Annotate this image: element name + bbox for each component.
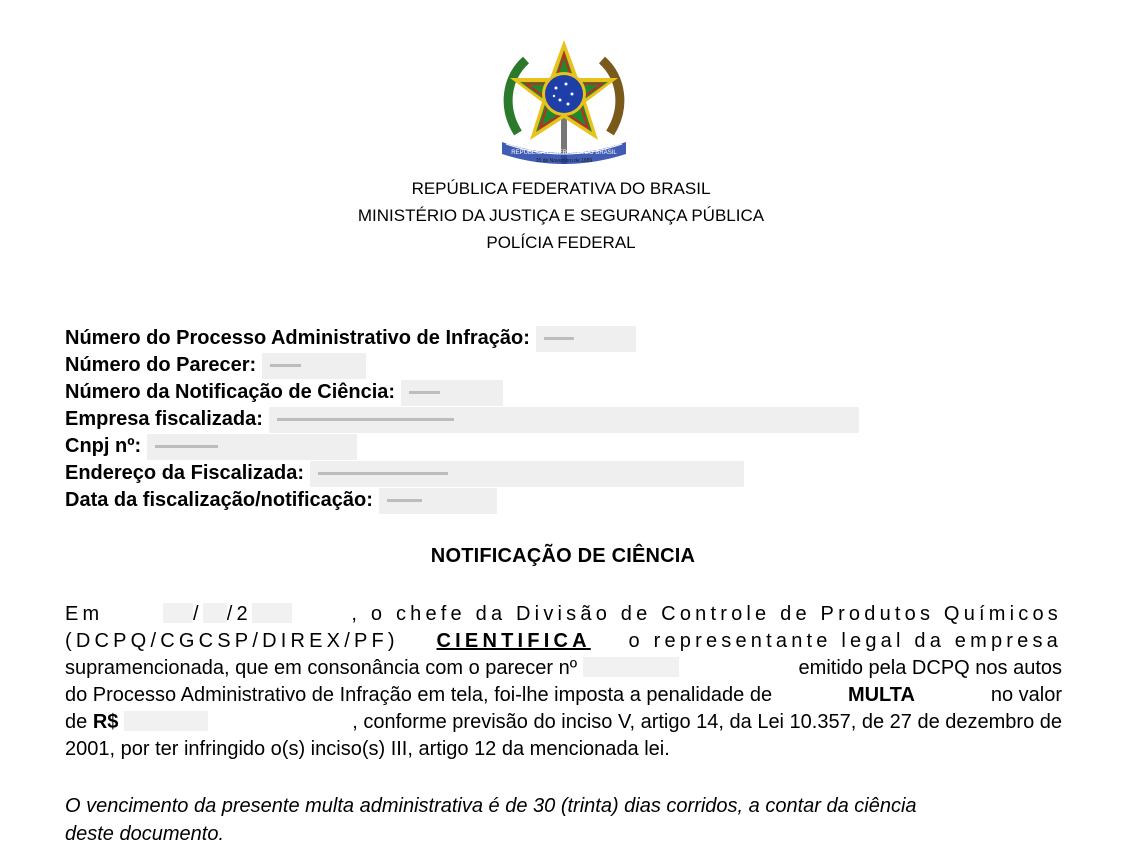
- paragraph-line: [65, 628, 1062, 655]
- text-segment: O vencimento da presente multa administrativa é de 30 (trinta) dias corridos, a contar da ciência: [65, 795, 917, 817]
- redacted-value: [269, 407, 859, 433]
- redacted-value: [203, 603, 227, 623]
- redacted-value: [124, 711, 208, 731]
- header-ministry: MINISTÉRIO DA JUSTIÇA E SEGURANÇA PÚBLICA: [357, 206, 765, 225]
- notification-paragraph: [65, 601, 1062, 763]
- text-segment: de R$: [65, 709, 208, 736]
- cientifica-emphasis: CIENTIFICA: [436, 630, 591, 652]
- svg-text:15 de Novembro de 1889: 15 de Novembro de 1889: [535, 158, 593, 164]
- redacted-value: [401, 380, 503, 406]
- redacted-value: [379, 488, 497, 514]
- field-label: Cnpj nº:: [65, 435, 142, 457]
- note-line: [65, 792, 1062, 820]
- field-label: Endereço da Fiscalizada:: [65, 462, 304, 484]
- redacted-value: [147, 434, 357, 460]
- paragraph-line: [65, 736, 1062, 763]
- text-segment: supramencionada, que em consonância com o parecer nº: [65, 655, 679, 682]
- document-header: [0, 175, 1122, 256]
- field-notification-number: [65, 379, 859, 406]
- redacted-value: [262, 353, 366, 379]
- text-segment: /: [192, 603, 203, 625]
- text-segment: /2: [226, 603, 252, 625]
- currency-emphasis: R$: [92, 711, 119, 733]
- text-segment: , conforme previsão do inciso V, artigo 14, da Lei 10.357, de 27 de dezembro de: [352, 711, 1062, 733]
- redacted-value: [163, 603, 193, 623]
- field-address: [65, 460, 859, 487]
- note-line: [65, 820, 1062, 848]
- redacted-value: [583, 657, 679, 677]
- field-label: Número do Processo Administrativo de Infração:: [65, 327, 530, 349]
- field-label: Empresa fiscalizada:: [65, 408, 263, 430]
- coat-of-arms-of-brazil-icon: [496, 38, 632, 166]
- paragraph-line: [65, 655, 1062, 682]
- text-segment: (DCPQ/CGCSP/DIREX/PF): [65, 630, 399, 652]
- date-segment: [163, 601, 292, 628]
- text-segment: o representante legal da empresa: [628, 630, 1062, 652]
- paragraph-line: [65, 682, 1062, 709]
- redacted-value: [536, 326, 636, 352]
- header-republic: REPÚBLICA FEDERATIVA DO BRASIL: [411, 179, 711, 198]
- document-title: NOTIFICAÇÃO DE CIÊNCIA: [430, 545, 696, 567]
- header-police: POLÍCIA FEDERAL: [486, 233, 636, 252]
- field-cnpj: [65, 433, 859, 460]
- field-parecer-number: [65, 352, 859, 379]
- field-label: Data da fiscalização/notificação:: [65, 489, 373, 511]
- due-date-note: [65, 792, 1062, 848]
- text-segment: emitido pela DCPQ nos autos: [798, 657, 1062, 679]
- text-segment: Em: [65, 603, 104, 625]
- text-segment: do Processo Administrativo de Infração em tela, foi-lhe imposta a penalidade de: [65, 684, 773, 706]
- multa-emphasis: MULTA: [847, 684, 915, 706]
- svg-text:REPUBLICA FEDERATIVA DO BRASIL: REPUBLICA FEDERATIVA DO BRASIL: [511, 150, 617, 156]
- field-inspection-date: [65, 487, 859, 514]
- field-label: Número da Notificação de Ciência:: [65, 381, 396, 403]
- redacted-value: [252, 603, 292, 623]
- field-company: [65, 406, 859, 433]
- text-segment: no valor: [990, 684, 1062, 706]
- text-segment: deste documento.: [65, 823, 224, 845]
- field-label: Número do Parecer:: [65, 354, 257, 376]
- paragraph-line: [65, 601, 1062, 628]
- text-segment: 2001, por ter infringido o(s) inciso(s) III, artigo 12 da mencionada lei.: [65, 738, 670, 760]
- text-segment: , o chefe da Divisão de Controle de Produtos Químicos: [351, 603, 1062, 625]
- redacted-value: [310, 461, 744, 487]
- field-process-number: [65, 325, 859, 352]
- paragraph-line: [65, 709, 1062, 736]
- identification-fields: [65, 325, 859, 514]
